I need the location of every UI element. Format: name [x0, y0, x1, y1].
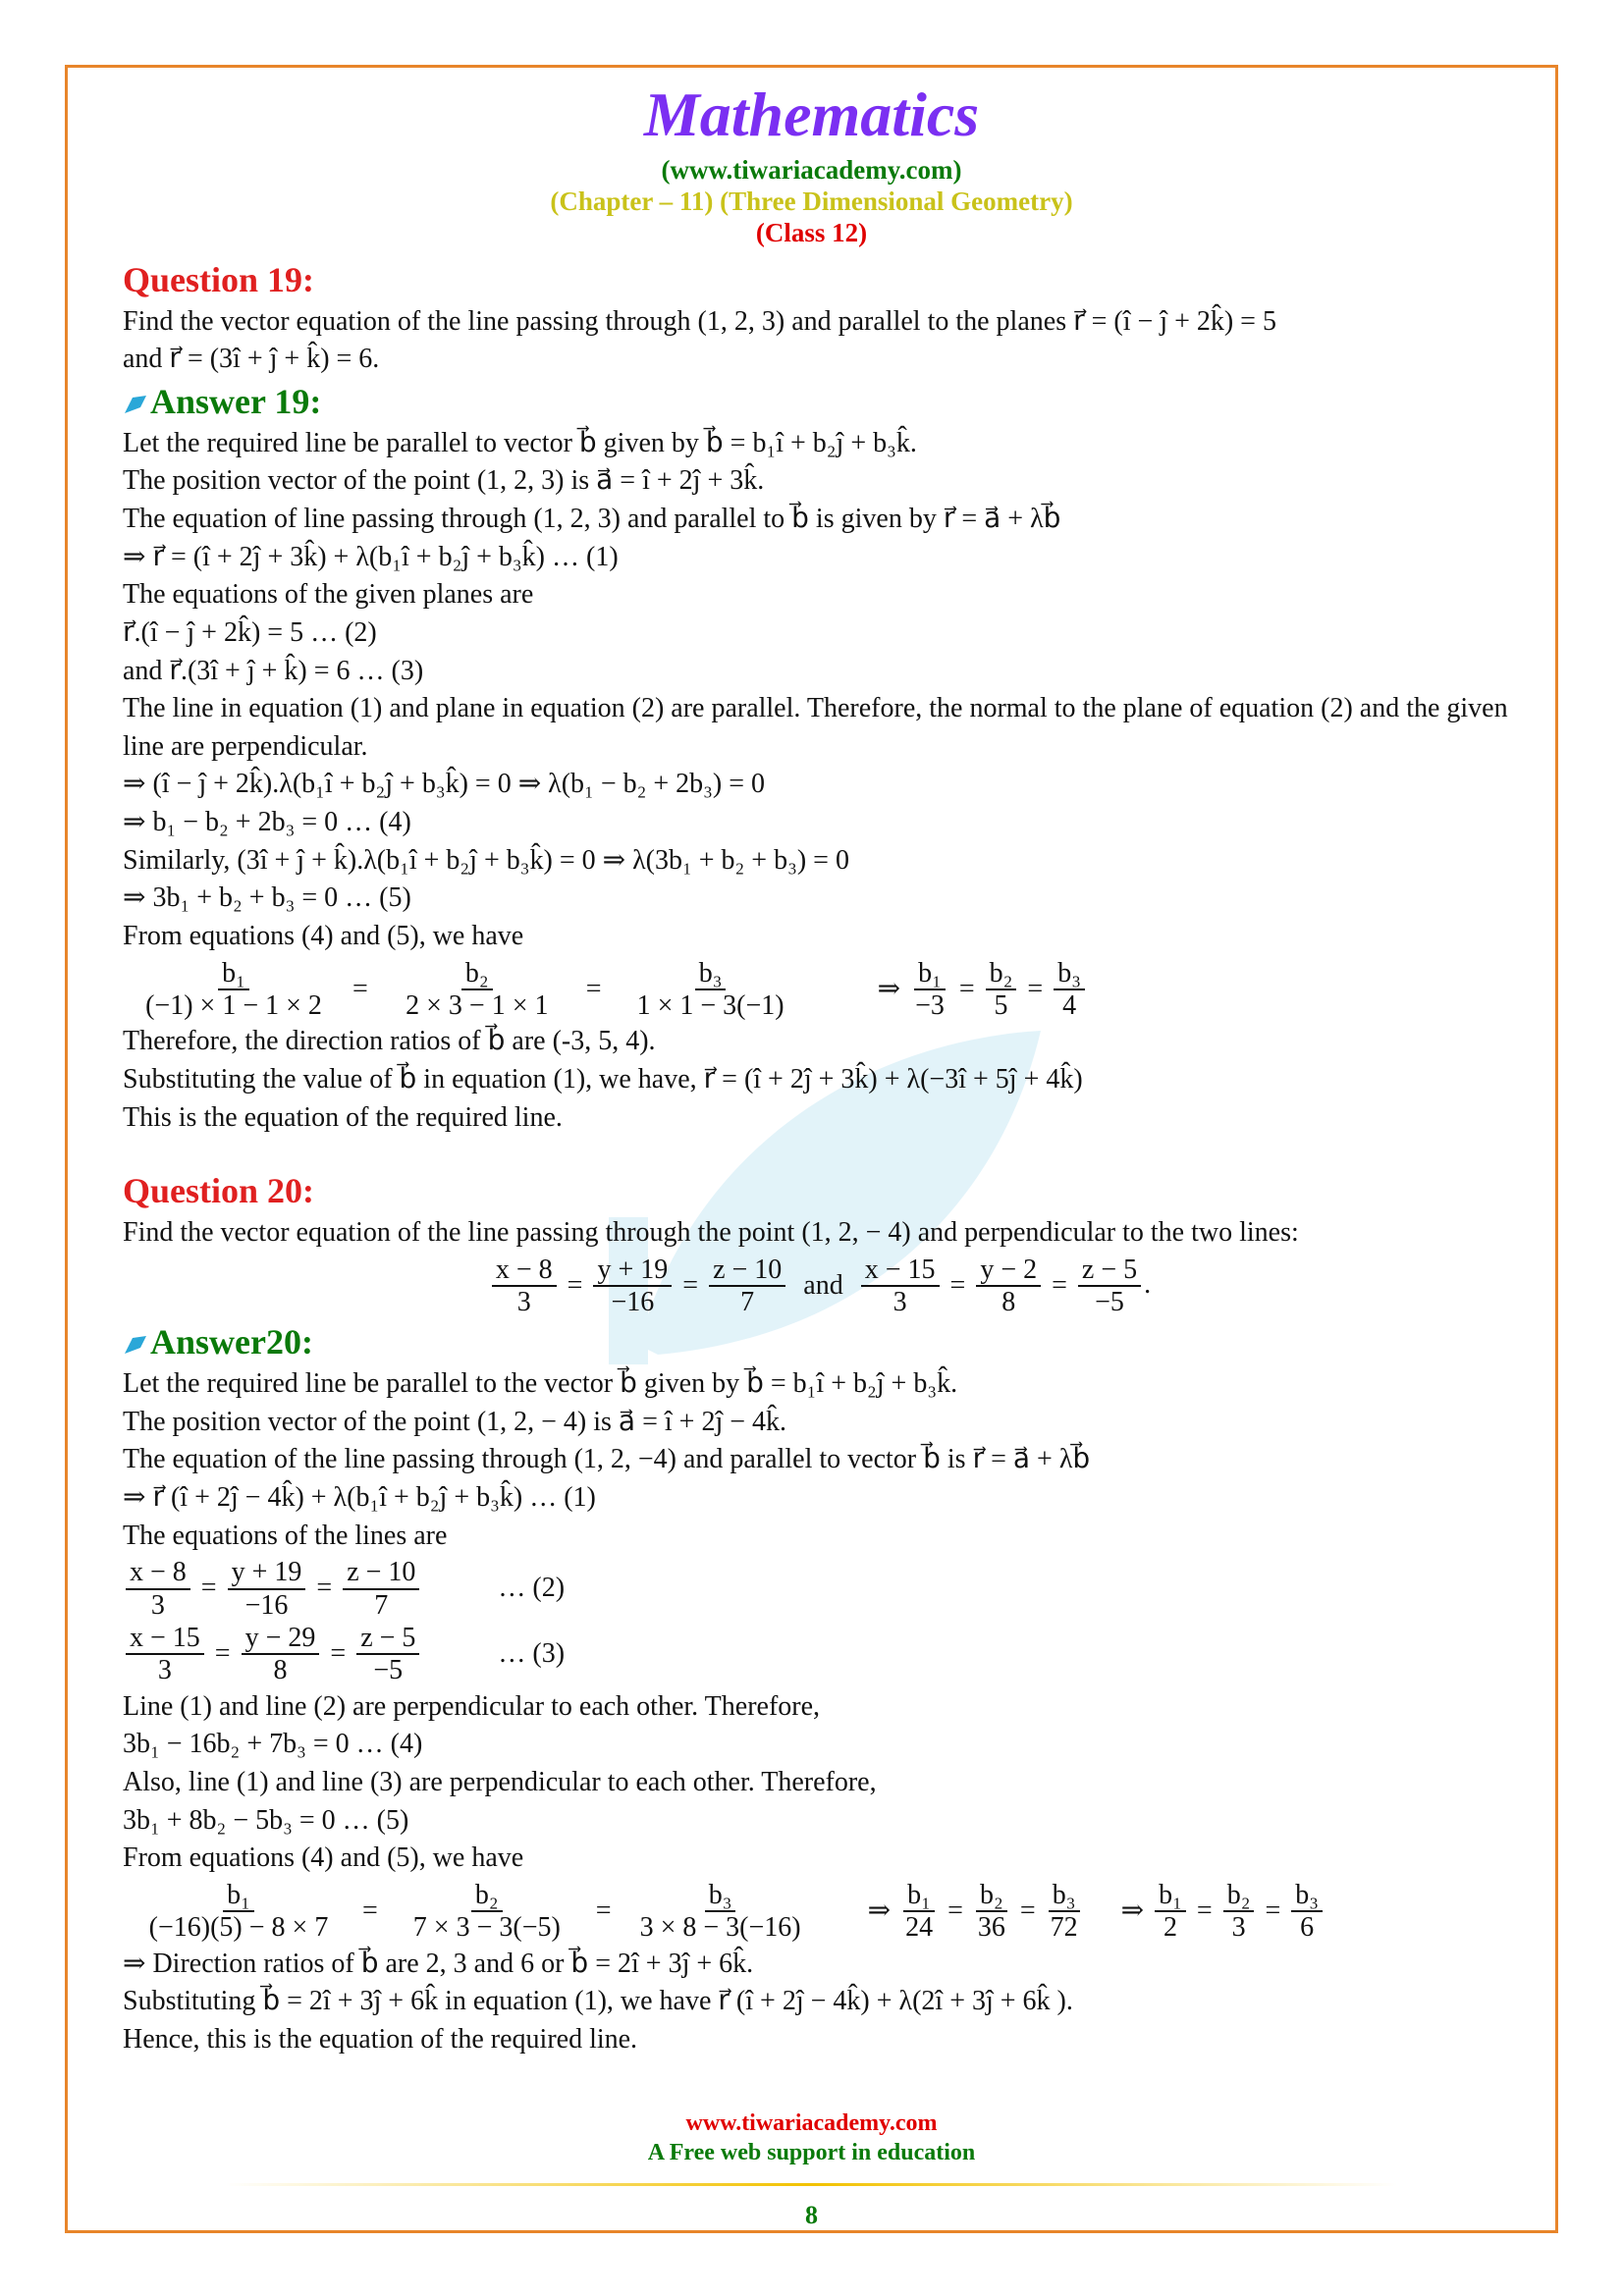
and-label: and: [803, 1269, 843, 1301]
denominator: 8: [273, 1655, 288, 1686]
equation-tag: … (3): [498, 1638, 566, 1670]
question-19-text: Find the vector equation of the line passing through (1, 2, 3) and parallel to the planes r⃗ = (î − ĵ + 2k̂) = 5: [123, 305, 1276, 337]
line-equation-2: $\frac{x - 8}{3}$ = $\frac{y + 19}{-16}$ = $\frac{z - 10}{7}$ … (2): [123, 1557, 1517, 1621]
equation-tag: … (2): [498, 1573, 566, 1604]
denominator: (−1) × 1 − 1 × 2: [145, 989, 322, 1021]
numerator: b₁: [223, 1880, 254, 1912]
denominator: 72: [1050, 1912, 1078, 1944]
numerator: b₂: [1223, 1880, 1255, 1912]
numerator: b₃: [705, 1880, 736, 1912]
question-20-lines: $\frac{x - 8}{3}$ = $\frac{y + 19}{-16}$ = $\frac{z - 10}{7}$ and $\frac{x - 15}{3}$ = $\frac{y - 2}{8}$ = $\frac{z - 5}{-5}$ .: [123, 1255, 1517, 1318]
numerator: z − 5: [1078, 1255, 1141, 1287]
question-19-title: Question 19:: [123, 260, 315, 299]
numerator: b₁: [1155, 1880, 1186, 1912]
footer-divider: [226, 2183, 1397, 2186]
numerator: b₃: [695, 958, 727, 990]
numerator: b₂: [471, 1880, 503, 1912]
denominator: −5: [1095, 1286, 1124, 1317]
denominator: 1 × 1 − 3(−1): [636, 989, 784, 1021]
fraction-equation: $\frac{\text{b₁}}{(-1) \times 1 - 1 \times 2}$ = $\frac{\text{b₂}}{2 \times 3 - 1 \times 1}$ = $\frac{\text{b₃}}{1 \times 1 - 3(-1)}$ ⇒ $\frac{\text{b₁}}{-3}$ = $\frac{\text{b₂}}{5}$ = $\frac{\text{b₃}}{4}$: [123, 958, 1517, 1022]
numerator: y + 19: [593, 1255, 672, 1287]
denominator: 4: [1062, 989, 1077, 1021]
header-site: (www.tiwariacademy.com): [661, 155, 962, 185]
numerator: b₃: [1049, 1880, 1080, 1912]
denominator: 36: [977, 1912, 1005, 1944]
numerator: y − 29: [242, 1623, 320, 1655]
denominator: 3: [1231, 1912, 1246, 1944]
answer-line: ⇒ Direction ratios of b⃗ are 2, 3 and 6 or b⃗ = 2î + 3ĵ + 6k̂.: [123, 1948, 754, 1979]
denominator: 2 × 3 − 1 × 1: [406, 989, 549, 1021]
period: .: [1144, 1268, 1152, 1300]
answer-line: ⇒ r⃗ (î + 2ĵ − 4k̂) + λ(b₁î + b₂ĵ + b₃k̂) … (1): [123, 1482, 596, 1513]
numerator: b₂: [986, 958, 1017, 990]
numerator: y − 2: [976, 1255, 1041, 1287]
answer-line: Line (1) and line (2) are perpendicular to each other. Therefore,: [123, 1690, 821, 1722]
answer-line: ⇒ 3b₁ + b₂ + b₃ = 0 … (5): [123, 882, 411, 914]
denominator: 7 × 3 − 3(−5): [412, 1912, 561, 1944]
answer-line: Let the required line be parallel to the vector b⃗ given by b⃗ = b₁î + b₂ĵ + b₃k̂.: [123, 1368, 958, 1400]
answer-line: r⃗.(î − ĵ + 2k̂) = 5 … (2): [123, 616, 377, 648]
numerator: x − 8: [126, 1557, 190, 1589]
denominator: 6: [1300, 1912, 1315, 1944]
answer-line: The line in equation (1) and plane in equation (2) are parallel. Therefore, the normal to the plane of equation (2) and the given line are perpendicular.: [123, 693, 1508, 762]
answer-line: The equation of the line passing through (1, 2, −4) and parallel to vector b⃗ is r⃗ = a⃗ + λb⃗: [123, 1444, 1091, 1475]
answer-line: Substituting the value of b⃗ in equation (1), we have, r⃗ = (î + 2ĵ + 3k̂) + λ(−3î + 5ĵ + 4k̂): [123, 1063, 1083, 1095]
pen-icon: [123, 394, 148, 415]
answer-line: 3b₁ − 16b₂ + 7b₃ = 0 … (4): [123, 1729, 423, 1760]
denominator: 24: [905, 1912, 934, 1944]
answer-line: Similarly, (3î + ĵ + k̂).λ(b₁î + b₂ĵ + b₃k̂) = 0 ⇒ λ(3b₁ + b₂ + b₃) = 0: [123, 844, 849, 876]
answer-line: Substituting b⃗ = 2î + 3ĵ + 6k̂ in equation (1), we have r⃗ (î + 2ĵ − 4k̂) + λ(2î + 3ĵ + 6k̂ ).: [123, 1986, 1073, 2017]
denominator: 2: [1163, 1912, 1177, 1944]
page-title: Mathematics: [643, 80, 980, 149]
denominator: −3: [915, 989, 945, 1021]
line-equation-3: $\frac{x - 15}{3}$ = $\frac{y - 29}{8}$ = $\frac{z - 5}{-5}$ … (3): [123, 1623, 1517, 1686]
question-19-text: and r⃗ = (3î + ĵ + k̂) = 6.: [123, 344, 380, 375]
answer-line: The equations of the given planes are: [123, 579, 534, 611]
numerator: b₂: [976, 1880, 1007, 1912]
answer-line: ⇒ b₁ − b₂ + 2b₃ = 0 … (4): [123, 807, 411, 838]
denominator: −16: [611, 1286, 655, 1317]
denominator: 8: [1001, 1286, 1016, 1317]
numerator: x − 15: [861, 1255, 940, 1287]
denominator: −16: [244, 1589, 289, 1621]
numerator: y + 19: [228, 1557, 306, 1589]
answer-line: Therefore, the direction ratios of b⃗ are (-3, 5, 4).: [123, 1026, 656, 1057]
answer-line: The equation of line passing through (1, 2, 3) and parallel to b⃗ is given by r⃗ = a⃗ + λb⃗: [123, 504, 1061, 535]
numerator: z − 10: [343, 1557, 419, 1589]
answer-line: From equations (4) and (5), we have: [123, 920, 524, 951]
numerator: x − 15: [126, 1623, 204, 1655]
numerator: b₁: [218, 958, 249, 990]
numerator: z − 5: [356, 1623, 419, 1655]
header-class: (Class 12): [755, 218, 868, 247]
implies: ⇒: [867, 1895, 892, 1926]
denominator: 5: [994, 989, 1008, 1021]
footer-tagline: A Free web support in education: [647, 2140, 976, 2165]
denominator: −5: [373, 1655, 404, 1686]
answer-line: Hence, this is the equation of the required line.: [123, 2023, 638, 2055]
answer-line: The equations of the lines are: [123, 1520, 448, 1551]
denominator: 3: [150, 1589, 165, 1621]
denominator: 7: [740, 1286, 755, 1317]
answer-line: 3b₁ + 8b₂ − 5b₃ = 0 … (5): [123, 1804, 409, 1836]
answer-line: This is the equation of the required line.: [123, 1101, 563, 1133]
answer-line: ⇒ (î − ĵ + 2k̂).λ(b₁î + b₂ĵ + b₃k̂) = 0 ⇒ λ(b₁ − b₂ + 2b₃) = 0: [123, 769, 766, 800]
answer-line: and r⃗.(3î + ĵ + k̂) = 6 … (3): [123, 655, 424, 686]
denominator: 7: [374, 1589, 389, 1621]
implies: ⇒: [1120, 1895, 1145, 1926]
denominator: 3: [516, 1286, 531, 1317]
page-number: 8: [805, 2201, 818, 2229]
denominator: 3 × 8 − 3(−16): [639, 1912, 801, 1944]
answer-line: The position vector of the point (1, 2, − 4) is a⃗ = î + 2ĵ − 4k̂.: [123, 1406, 787, 1437]
numerator: b₃: [1054, 958, 1085, 990]
fraction-equation: $\frac{\text{b₁}}{(-16)(5) - 8 \times 7}$ = $\frac{\text{b₂}}{7 \times 3 - 3(-5)}$ = $\frac{\text{b₃}}{3 \times 8 - 3(-16)}$ ⇒ $\frac{\text{b₁}}{24}$ = $\frac{\text{b₂}}{36}$ = $\frac{\text{b₃}}{72}$ ⇒ $\frac{\text{b₁}}{2}$ = $\frac{\text{b₂}}{3}$ = $\frac{\text{b₃}}{6}$: [123, 1880, 1517, 1944]
denominator: 3: [157, 1655, 172, 1686]
answer-line: Let the required line be parallel to vector b⃗ given by b⃗ = b₁î + b₂ĵ + b₃k̂.: [123, 427, 917, 458]
footer-site[interactable]: www.tiwariacademy.com: [685, 2110, 938, 2136]
pen-icon: [123, 1334, 148, 1356]
denominator: (−16)(5) − 8 × 7: [148, 1912, 329, 1944]
numerator: b₁: [903, 1880, 935, 1912]
numerator: b₂: [461, 958, 493, 990]
content: [123, 253, 1517, 2058]
answer-line: The position vector of the point (1, 2, 3) is a⃗ = î + 2ĵ + 3k̂.: [123, 465, 765, 497]
denominator: 3: [893, 1286, 907, 1317]
answer-19-title: [123, 379, 1517, 425]
answer-20-label: Answer20:: [150, 1322, 313, 1362]
answer-line: ⇒ r⃗ = (î + 2ĵ + 3k̂) + λ(b₁î + b₂ĵ + b₃k̂) … (1): [123, 541, 619, 572]
question-20-text: Find the vector equation of the line passing through the point (1, 2, − 4) and perpendicular to the two lines:: [123, 1216, 1299, 1248]
numerator: z − 10: [709, 1255, 785, 1287]
numerator: b₃: [1291, 1880, 1323, 1912]
numerator: x − 8: [492, 1255, 557, 1287]
answer-line: Also, line (1) and line (3) are perpendicular to each other. Therefore,: [123, 1766, 877, 1797]
numerator: b₁: [914, 958, 946, 990]
question-20-title: Question 20:: [123, 1171, 315, 1211]
answer-19-label: Answer 19:: [150, 382, 322, 422]
answer-20-title: [123, 1319, 1517, 1365]
answer-line: From equations (4) and (5), we have: [123, 1842, 524, 1874]
implies: ⇒: [877, 973, 901, 1004]
header-chapter: (Chapter – 11) (Three Dimensional Geometry): [550, 187, 1073, 216]
